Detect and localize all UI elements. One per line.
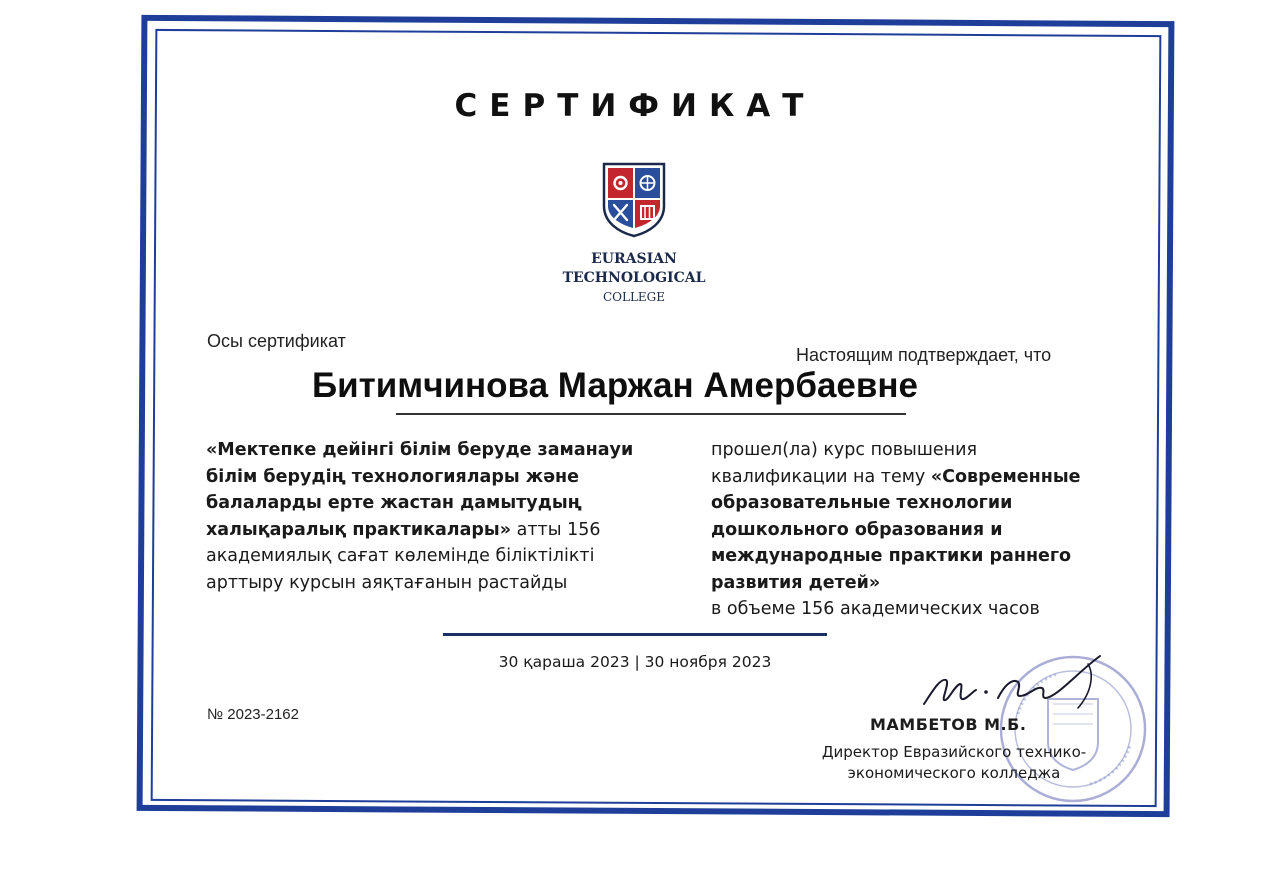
signer-name: МАМБЕТОВ М.Б.: [870, 715, 1027, 734]
signer-title-line2: экономического колледжа: [847, 764, 1061, 782]
college-name-line3: COLLEGE: [602, 290, 666, 304]
signer-title-line1: Директор Евразийского технико-: [821, 743, 1087, 761]
director-signature: [918, 652, 1118, 712]
college-name: [534, 250, 734, 307]
signer-title: [804, 742, 1104, 784]
recipient-name: Битимчинова Маржан Амербаевне: [311, 366, 919, 405]
college-name-line2: TECHNOLOGICAL: [562, 270, 706, 286]
globe-icon: [641, 176, 655, 190]
recipient-underline: [396, 413, 906, 415]
course-intro-russian: прошел(ла) курс повышения квалификации на тему: [711, 440, 977, 487]
course-hours-russian: в объеме 156 академических часов: [711, 599, 1040, 619]
course-title-kazakh: «Мектепке дейінгі білім беруде заманауи білім берудің технологиялары және балаларды ерте жастан дамытудың халықаралық практикалары»: [206, 440, 634, 540]
college-name-line1: EURASIAN: [591, 251, 677, 267]
lead-text-kazakh: Осы сертификат: [207, 331, 346, 351]
issue-date: 30 қараша 2023 | 30 ноября 2023: [498, 653, 772, 671]
certificate-number: № 2023-2162: [207, 706, 299, 723]
lead-text-russian: Настоящим подтверждает, что: [796, 345, 1052, 365]
course-description-russian: [711, 437, 1111, 623]
college-crest-logo: [602, 162, 666, 238]
course-details-kazakh: атты 156 академиялық сағат көлемінде біліктілікті арттыру курсын аяқтағанын растайды: [206, 519, 601, 593]
certificate-title: СЕРТИФИКАТ: [454, 88, 816, 124]
course-title-russian: «Современные образовательные технологии дошкольного образования и международные практики раннего развития детей»: [711, 466, 1081, 593]
course-description-kazakh: [206, 437, 676, 596]
date-divider: [443, 633, 827, 636]
